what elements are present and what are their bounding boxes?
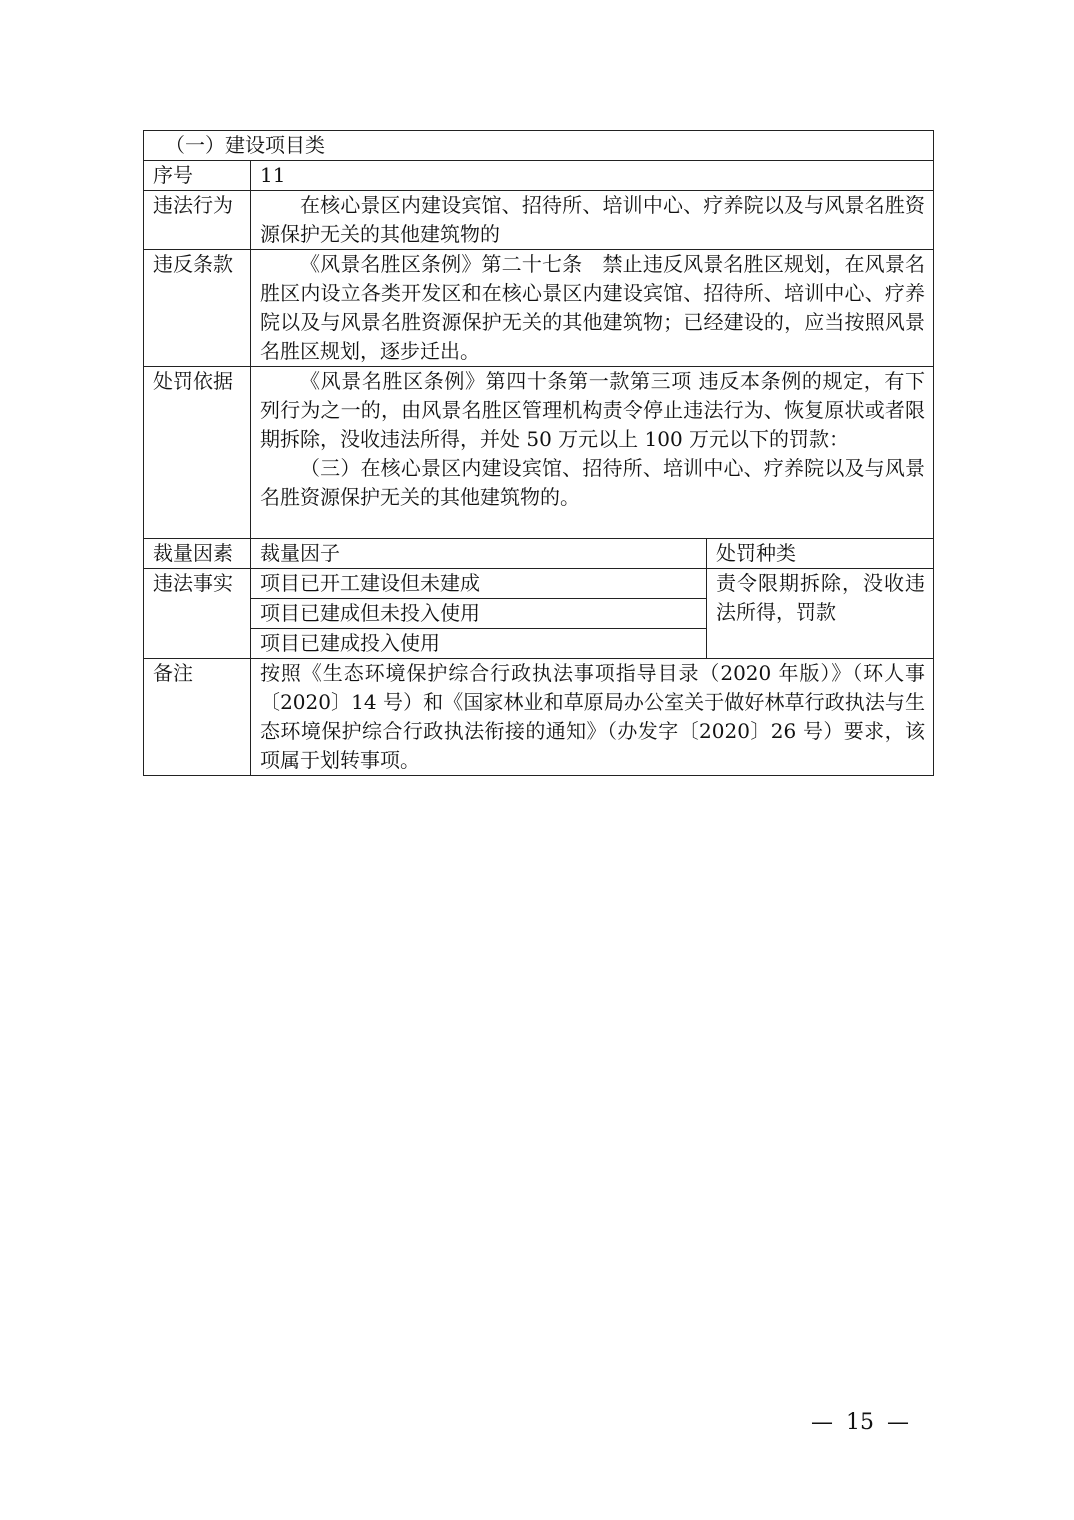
seq-row — [144, 161, 934, 191]
act-text: 在核心景区内建设宾馆、招待所、培训中心、疗养院以及与风景名胜资源保护无关的其他建筑物的 — [260, 193, 926, 246]
fact-item-3: 项目已建成投入使用 — [251, 629, 707, 659]
penalty-table — [143, 130, 934, 776]
page-number: 15 — [846, 1410, 874, 1435]
clause-label: 违反条款 — [144, 250, 251, 367]
act-row — [144, 191, 934, 250]
facts-label: 违法事实 — [144, 569, 251, 659]
note-text: 按照《生态环境保护综合行政执法事项指导目录（2020 年版）》（环人事〔2020〕14 号）和《国家林业和草原局办公室关于做好林草行政执法与生态环境保护综合行政执法衔接的通知》（办发字〔2020〕26 号）要求，该项属于划转事项。 — [260, 661, 926, 772]
seq-value: 11 — [251, 161, 934, 191]
basis-paragraph-1: 《风景名胜区条例》第四十条第一款第三项 违反本条例的规定，有下列行为之一的，由风景名胜区管理机构责令停止违法行为、恢复原状或者限期拆除，没收违法所得，并处 50 万元以上 100 万元以下的罚款： — [260, 369, 926, 451]
act-label: 违法行为 — [144, 191, 251, 250]
basis-label: 处罚依据 — [144, 367, 251, 539]
penalty-header: 处罚种类 — [707, 539, 934, 569]
factors-label: 裁量因素 — [144, 539, 251, 569]
clause-row — [144, 250, 934, 367]
clause-text: 《风景名胜区条例》第二十七条 禁止违反风景名胜区规划，在风景名胜区内设立各类开发区和在核心景区内建设宾馆、招待所、培训中心、疗养院以及与风景名胜资源保护无关的其他建筑物；已经建设的，应当按照风景名胜区规划，逐步迁出。 — [260, 252, 926, 363]
penalty-type: 责令限期拆除，没收违法所得，罚款 — [707, 569, 934, 659]
basis-row — [144, 367, 934, 539]
page-number-footer — [808, 1410, 912, 1435]
seq-label: 序号 — [144, 161, 251, 191]
category-row — [144, 131, 934, 161]
note-value — [251, 659, 934, 776]
fact-item-2: 项目已建成但未投入使用 — [251, 599, 707, 629]
clause-value — [251, 250, 934, 367]
footer-dash-right: — — [887, 1410, 909, 1435]
note-row — [144, 659, 934, 776]
basis-paragraph-2: （三）在核心景区内建设宾馆、招待所、培训中心、疗养院以及与风景名胜资源保护无关的其他建筑物的。 — [260, 456, 926, 509]
category-cell: （一）建设项目类 — [144, 131, 934, 161]
factor-header: 裁量因子 — [251, 539, 707, 569]
note-label: 备注 — [144, 659, 251, 776]
footer-dash-left: — — [811, 1410, 833, 1435]
fact-item-1: 项目已开工建设但未建成 — [251, 569, 707, 599]
basis-value — [251, 367, 934, 539]
factors-row — [144, 539, 934, 569]
fact-row — [144, 569, 934, 599]
act-value — [251, 191, 934, 250]
